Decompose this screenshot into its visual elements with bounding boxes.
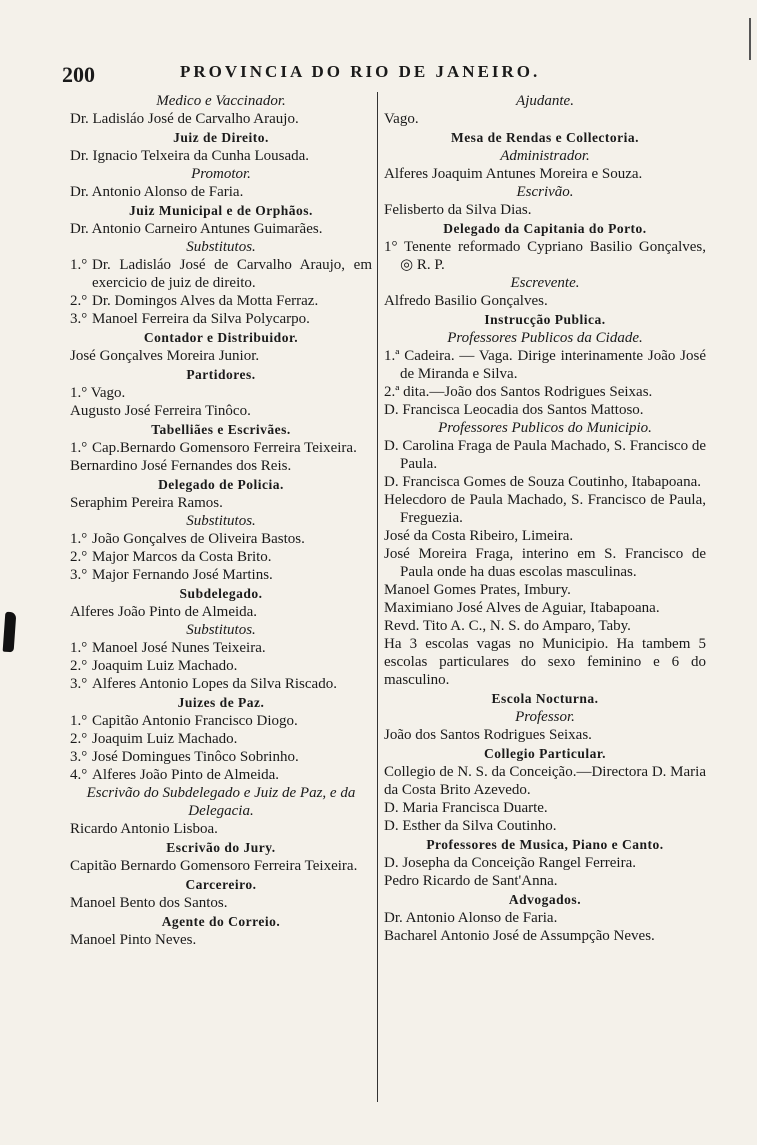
entry: Manoel Gomes Prates, Imbury. <box>384 582 571 598</box>
entry: Collegio de N. S. da Conceição.—Directora D. Maria da Costa Brito Azevedo. <box>384 764 706 798</box>
section-heading: Subdelegado. <box>179 586 263 601</box>
entry: Manoel Bento dos Santos. <box>70 895 228 911</box>
entry: Alfredo Basilio Gonçalves. <box>384 293 548 309</box>
section-heading: Juizes de Paz. <box>177 695 265 710</box>
entry-number: 2.° <box>70 731 88 747</box>
entry: D. Carolina Fraga de Paula Machado, S. Francisco de Paula. <box>384 438 706 472</box>
numbered-entry <box>70 730 372 748</box>
entry-number: 2.° <box>70 293 88 309</box>
section-heading: Collegio Particular. <box>484 746 606 761</box>
section-heading: Professores de Musica, Piano e Canto. <box>426 837 664 852</box>
numbered-entry <box>70 639 372 657</box>
section-heading: Partidores. <box>186 367 256 382</box>
subsection-heading: Administrador. <box>500 148 590 164</box>
subsection-heading: Ajudante. <box>516 93 574 109</box>
subsection-heading: Substitutos. <box>186 513 256 529</box>
numbered-entry <box>70 675 372 693</box>
entry-text: Manoel Ferreira da Silva Polycarpo. <box>92 311 310 327</box>
section-heading: Advogados. <box>508 892 582 907</box>
left-column <box>70 92 372 1115</box>
entry: João dos Santos Rodrigues Seixas. <box>384 727 592 743</box>
section-heading: Contador e Distribuidor. <box>143 330 299 345</box>
entry-number: 1.° <box>70 640 88 656</box>
entry: Dr. Ladisláo José de Carvalho Araujo. <box>70 111 299 127</box>
entry-number: 2.° <box>70 658 88 674</box>
entry-text: Joaquim Luiz Machado. <box>92 731 238 747</box>
section-heading: Delegado de Policia. <box>158 477 284 492</box>
numbered-entry <box>70 748 372 766</box>
entry-text: Joaquim Luiz Machado. <box>92 658 238 674</box>
numbered-entry <box>70 657 372 675</box>
page-number: 200 <box>62 62 95 87</box>
entry: Bernardino José Fernandes dos Reis. <box>70 458 292 474</box>
entry: Bacharel Antonio José de Assumpção Neves. <box>384 928 655 944</box>
entry: José Moreira Fraga, interino em S. Francisco de Paula onde ha duas escolas masculinas. <box>384 546 706 580</box>
entry: Ha 3 escolas vagas no Municipio. Ha tambem 5 escolas particulares do sexo feminino e 6 do masculino. <box>384 636 706 688</box>
entry: D. Josepha da Conceição Rangel Ferreira. <box>384 855 636 871</box>
entry-number: 1.° <box>70 531 88 547</box>
entry-text: José Domingues Tinôco Sobrinho. <box>92 749 299 765</box>
section-heading: Escola Nocturna. <box>491 691 599 706</box>
numbered-entry <box>70 712 372 730</box>
entry-number: 4.° <box>70 767 88 783</box>
subsection-heading: Medico e Vaccinador. <box>156 93 286 109</box>
entry: 1° Tenente reformado Cypriano Basilio Gonçalves, ◎ R. P. <box>384 239 706 273</box>
numbered-entry <box>70 292 372 310</box>
entry: Manoel Pinto Neves. <box>70 932 197 948</box>
entry: Helecdoro de Paula Machado, S. Francisco de Paula, Freguezia. <box>384 492 706 526</box>
section-heading: Agente do Correio. <box>161 914 281 929</box>
entry-number: 1.° <box>70 713 88 729</box>
numbered-entry <box>70 530 372 548</box>
entry: Pedro Ricardo de Sant'Anna. <box>384 873 558 889</box>
section-heading: Juiz de Direito. <box>173 130 269 145</box>
section-heading: Delegado da Capitania do Porto. <box>443 221 647 236</box>
entry: Dr. Antonio Alonso de Faria. <box>384 910 558 926</box>
entry: Felisberto da Silva Dias. <box>384 202 532 218</box>
entry-text: João Gonçalves de Oliveira Bastos. <box>92 531 305 547</box>
entry: Vago. <box>384 111 419 127</box>
entry: Dr. Ignacio Telxeira da Cunha Lousada. <box>70 148 310 164</box>
entry-number: 1.° <box>70 257 88 273</box>
entry: Revd. Tito A. C., N. S. do Amparo, Taby. <box>384 618 631 634</box>
entry-text: Dr. Ladisláo José de Carvalho Araujo, em exercicio de juiz de direito. <box>92 257 372 291</box>
numbered-entry <box>70 310 372 328</box>
section-heading: Instrucção Publica. <box>484 312 606 327</box>
entry-number: 3.° <box>70 567 88 583</box>
entry: 1.ª Cadeira. — Vaga. Dirige interinamente João José de Miranda e Silva. <box>384 348 706 382</box>
subsection-heading: Escrivão do Subdelegado e Juiz de Paz, e da Delegacia. <box>86 785 356 819</box>
entry: José da Costa Ribeiro, Limeira. <box>384 528 574 544</box>
running-title: PROVINCIA DO RIO DE JANEIRO. <box>180 62 541 81</box>
entry: D. Francisca Gomes de Souza Coutinho, Itabapoana. <box>384 474 701 490</box>
entry: Capitão Bernardo Gomensoro Ferreira Teixeira. <box>70 858 358 874</box>
right-column <box>384 92 706 1115</box>
numbered-entry <box>70 766 372 784</box>
numbered-entry <box>70 566 372 584</box>
section-heading: Escrivão do Jury. <box>166 840 276 855</box>
entry: D. Esther da Silva Coutinho. <box>384 818 557 834</box>
entry-number: 3.° <box>70 749 88 765</box>
entry-number: 1.° <box>70 440 88 456</box>
ink-blot <box>3 612 17 653</box>
entry: D. Francisca Leocadia dos Santos Mattoso. <box>384 402 644 418</box>
entry: José Gonçalves Moreira Junior. <box>70 348 260 364</box>
entry-text: Alferes João Pinto de Almeida. <box>92 767 280 783</box>
entry-number: 3.° <box>70 676 88 692</box>
entry: 2.ª dita.—João dos Santos Rodrigues Seixas. <box>384 384 653 400</box>
entry-text: Cap.Bernardo Gomensoro Ferreira Teixeira. <box>92 440 357 456</box>
entry-number: 3.° <box>70 311 88 327</box>
section-heading: Mesa de Rendas e Collectoria. <box>450 130 640 145</box>
subsection-heading: Promotor. <box>191 166 251 182</box>
entry-text: Alferes Antonio Lopes da Silva Riscado. <box>92 676 337 692</box>
entry: Alferes João Pinto de Almeida. <box>70 604 258 620</box>
entry-text: Major Marcos da Costa Brito. <box>92 549 272 565</box>
entry: Augusto José Ferreira Tinôco. <box>70 403 251 419</box>
subsection-heading: Substitutos. <box>186 622 256 638</box>
entry-text: Major Fernando José Martins. <box>92 567 273 583</box>
entry: Dr. Antonio Carneiro Antunes Guimarães. <box>70 221 323 237</box>
subsection-heading: Professores Publicos da Cidade. <box>447 330 643 346</box>
entry: 1.° Vago. <box>70 385 126 401</box>
column-divider <box>377 92 378 1102</box>
subsection-heading: Professor. <box>515 709 575 725</box>
entry: Ricardo Antonio Lisboa. <box>70 821 218 837</box>
entry-text: Manoel José Nunes Teixeira. <box>92 640 266 656</box>
entry: Seraphim Pereira Ramos. <box>70 495 223 511</box>
entry-number: 2.° <box>70 549 88 565</box>
entry-text: Capitão Antonio Francisco Diogo. <box>92 713 298 729</box>
numbered-entry <box>70 548 372 566</box>
numbered-entry <box>70 256 372 292</box>
entry-text: Dr. Domingos Alves da Motta Ferraz. <box>92 293 319 309</box>
subsection-heading: Professores Publicos do Municipio. <box>438 420 652 436</box>
entry: D. Maria Francisca Duarte. <box>384 800 548 816</box>
page-edge-mark <box>749 18 751 60</box>
numbered-entry <box>70 439 372 457</box>
section-heading: Carcereiro. <box>185 877 257 892</box>
entry: Dr. Antonio Alonso de Faria. <box>70 184 244 200</box>
entry: Maximiano José Alves de Aguiar, Itabapoana. <box>384 600 660 616</box>
subsection-heading: Escrevente. <box>510 275 580 291</box>
subsection-heading: Escrivão. <box>516 184 574 200</box>
subsection-heading: Substitutos. <box>186 239 256 255</box>
section-heading: Tabelliães e Escrivães. <box>151 422 291 437</box>
section-heading: Juiz Municipal e de Orphãos. <box>129 203 313 218</box>
entry: Alferes Joaquim Antunes Moreira e Souza. <box>384 166 643 182</box>
